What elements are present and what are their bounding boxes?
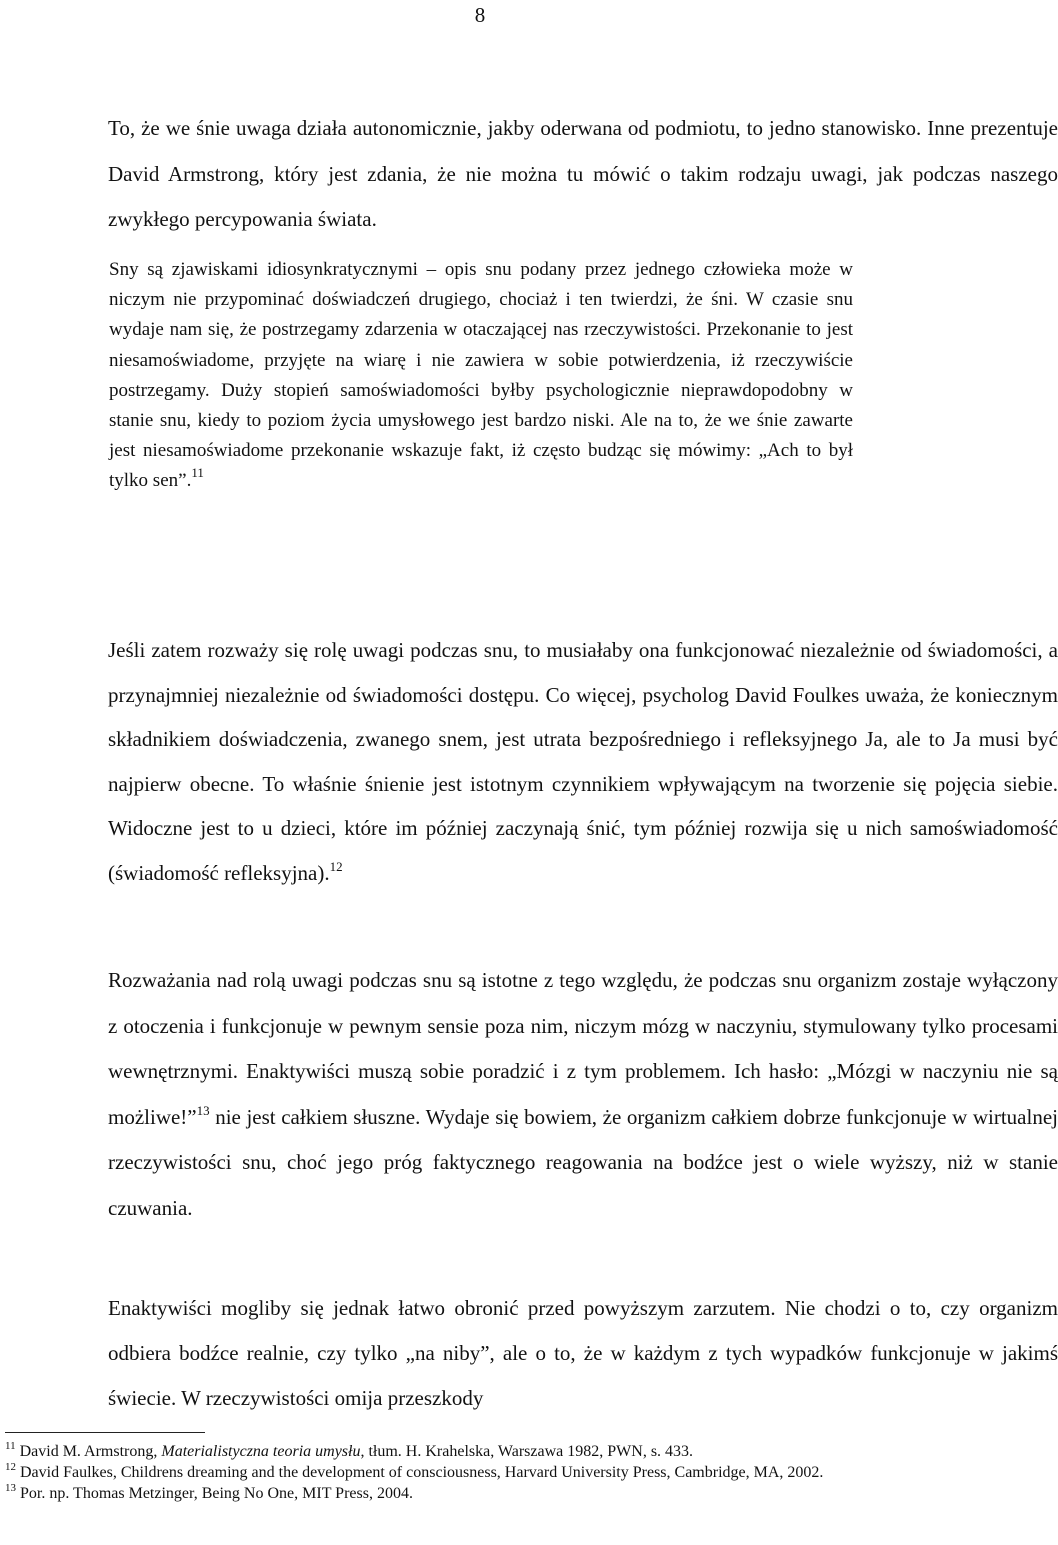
- footnote-number: 11: [5, 1440, 16, 1452]
- paragraph-enactivists-text: Enaktywiści mogliby się jednak łatwo obronić przed powyższym zarzutem. Nie chodzi o to, czy organizm odbiera bodźce realnie, czy tylko „na niby”, ale o to, że w każdym z tych wypadków funkcjonuje w jakimś świecie. W rzeczywistości omija przeszkody: [108, 1296, 1058, 1411]
- paragraph-brain-in-vat-text-a: Rozważania nad rolą uwagi podczas snu są istotne z tego względu, że podczas snu organizm zostaje wyłączony z otoczenia i funkcjonuje w pewnym sensie poza nim, niczym mózg w naczyniu, stymulowany tylko procesami wewnętrznymi. Enaktywiści muszą sobie poradzić i z tym problemem. Ich hasło: „Mózgi w naczyniu nie są możliwe!”: [108, 968, 1058, 1129]
- footnote-ref-13[interactable]: 13: [196, 1102, 210, 1118]
- footnote-text: David Faulkes, Childrens dreaming and the development of consciousness, Harvard University Press, Cambridge, MA, 2002.: [20, 1464, 824, 1481]
- paragraph-enactivists-defense: [5, 1286, 1058, 1422]
- footnote-number: 12: [5, 1461, 16, 1473]
- block-quote-text: Sny są zjawiskami idiosynkratycznymi – opis snu podany przez jednego człowieka może w niczym nie przypominać doświadczeń drugiego, chociaż i ten twierdzi, że śni. W czasie snu wydaje nam się, że postrzegamy zdarzenia w otaczającej nas rzeczywistości. Przekonanie to jest niesamoświadome, przyjęte na wiarę i nie zawiera w sobie potwierdzenia, iż rzeczywiście postrzegamy. Duży stopień samoświadomości byłby psychologicznie nieprawdopodobny w stanie snu, kiedy to poziom życia umysłowego jest bardzo niski. Ale na to, że we śnie zawarte jest niesamoświadome przekonanie wskazuje fakt, iż często budząc się mówimy: „Ach to był tylko sen”.: [109, 259, 853, 492]
- footnote-text: David M. Armstrong,: [19, 1443, 162, 1460]
- paragraph-brain-in-vat-text-b: nie jest całkiem słuszne. Wydaje się bowiem, że organizm całkiem dobrze funkcjonuje w wirtualnej rzeczywistości snu, choć jego próg faktycznego reagowania na bodźce jest o wiele wyższy, niż w stanie czuwania.: [108, 1104, 1058, 1220]
- footnotes: [5, 1441, 955, 1504]
- footnote-book-title: Materialistyczna teoria umysłu: [161, 1443, 361, 1460]
- footnote-ref-11[interactable]: 11: [191, 465, 204, 481]
- footnote-separator: [5, 1432, 205, 1433]
- footnote-12: [5, 1462, 955, 1483]
- paragraph-attention-during-sleep: [5, 628, 1058, 895]
- block-quote: [109, 255, 853, 497]
- footnote-13: [5, 1483, 955, 1504]
- footnote-text: , tłum. H. Krahelska, Warszawa 1982, PWN, s. 433.: [360, 1443, 694, 1460]
- paragraph-attention-text: Jeśli zatem rozważy się rolę uwagi podczas snu, to musiałaby ona funkcjonować niezależnie od świadomości, a przynajmniej niezależnie od świadomości dostępu. Co więcej, psycholog David Foulkes uważa, że koniecznym składnikiem doświadczenia, zwanego snem, jest utrata bezpośredniego i refleksyjnego Ja, ale to Ja musi być najpierw obecne. To właśnie śnienie jest istotnym czynnikiem wpływającym na tworzenie się pojęcia siebie. Widoczne jest to u dzieci, które im później zaczynają śnić, tym później rozwija się u nich samoświadomość (świadomość refleksyjna).: [108, 638, 1058, 885]
- footnote-number: 13: [5, 1482, 16, 1494]
- footnote-text: Por. np. Thomas Metzinger, Being No One, MIT Press, 2004.: [20, 1485, 413, 1502]
- footnote-11: [5, 1441, 955, 1462]
- page-number: 8: [474, 3, 486, 27]
- paragraph-intro-text: To, że we śnie uwaga działa autonomicznie, jakby oderwana od podmiotu, to jedno stanowisko. Inne prezentuje David Armstrong, który jest zdania, że nie można tu mówić o takim rodzaju uwagi, jak podczas naszego zwykłego percypowania świata.: [108, 116, 1058, 231]
- footnote-ref-12[interactable]: 12: [329, 858, 343, 874]
- paragraph-brain-in-vat: [5, 958, 1058, 1232]
- paragraph-intro: [5, 106, 1058, 243]
